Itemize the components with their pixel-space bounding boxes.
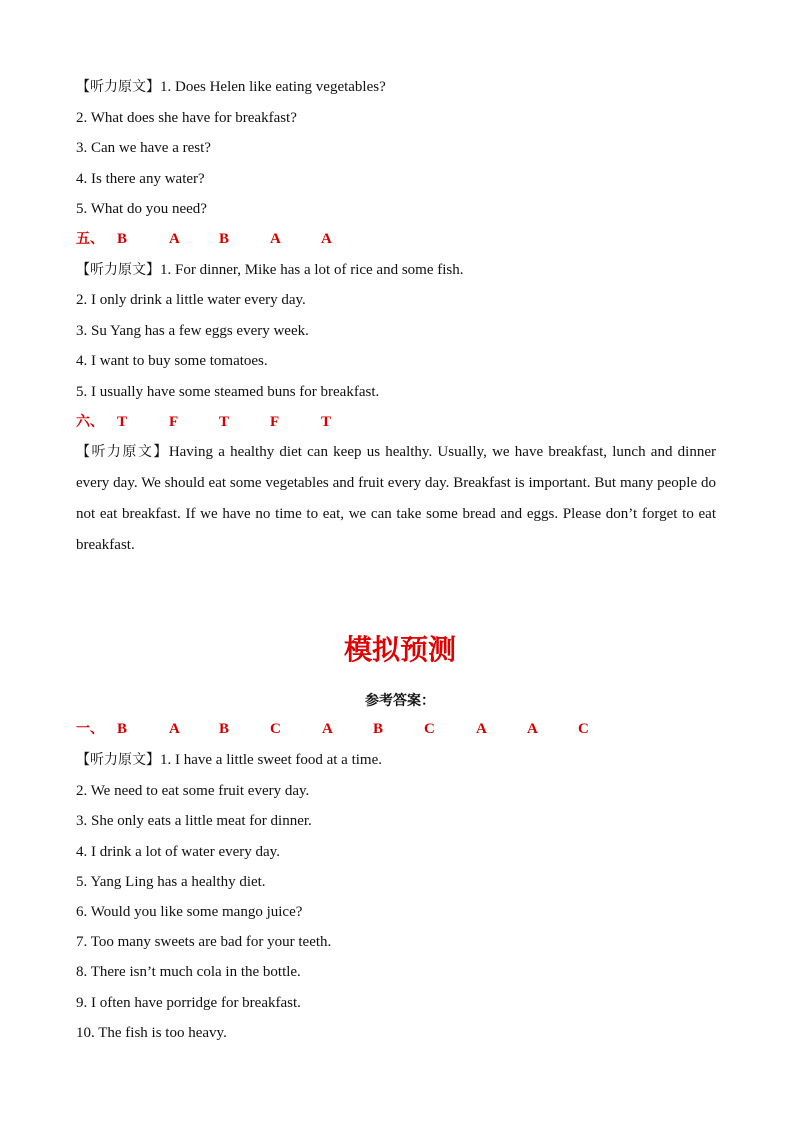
- paragraph-text: Having a healthy diet can keep us healthy. Usually, we have breakfast, lunch and dinner every day. We should eat some vegetables and fruit every day. Breakfast is important. But many people do not eat breakfast. If we have no time to eat, we can take some bread and eggs. Please don’t forget to eat breakfast.: [76, 444, 716, 553]
- listening-tag: 【听力原文】: [76, 752, 160, 768]
- listening-text-line: 2. What does she have for breakfast?: [76, 110, 297, 126]
- page-subtitle: 参考答案：: [365, 693, 435, 709]
- answer-option: A: [527, 721, 538, 737]
- answer-option: C: [270, 721, 281, 737]
- listening-text-line: 4. Is there any water?: [76, 171, 205, 187]
- listening-tag: 【听力原文】: [76, 262, 160, 278]
- listening-tag: 【听力原文】: [76, 79, 160, 95]
- answer-option: T: [219, 414, 230, 430]
- page-title: 模拟预测: [343, 633, 456, 666]
- listening-text-line: 4. I want to buy some tomatoes.: [76, 353, 268, 369]
- listening-text-line: 6. Would you like some mango juice?: [76, 904, 303, 920]
- listening-text-line: 9. I often have porridge for breakfast.: [76, 995, 301, 1011]
- listening-text-line: 7. Too many sweets are bad for your teeth.: [76, 934, 332, 950]
- answer-row-section1: [76, 719, 636, 739]
- answer-option: A: [321, 231, 332, 247]
- section-label: 五、: [76, 231, 104, 247]
- answer-option: A: [169, 721, 180, 737]
- listening-text-line: [76, 77, 386, 97]
- answer-row-section6: [76, 412, 376, 432]
- answer-row-section5: [76, 229, 376, 249]
- answer-option: A: [476, 721, 487, 737]
- line-text: 1. Does Helen like eating vegetables?: [160, 79, 386, 95]
- answer-option: A: [169, 231, 180, 247]
- answer-option: B: [219, 721, 230, 737]
- listening-text-line: 3. Su Yang has a few eggs every week.: [76, 323, 309, 339]
- answer-option: B: [373, 721, 384, 737]
- listening-text-line: 10. The fish is too heavy.: [76, 1025, 227, 1041]
- answer-option: B: [117, 231, 128, 247]
- listening-paragraph: [76, 437, 716, 561]
- answer-option: T: [321, 414, 332, 430]
- listening-tag: 【听力原文】: [76, 444, 169, 460]
- section-label: 一、: [76, 721, 104, 737]
- answer-option: F: [169, 414, 179, 430]
- listening-text-line: 2. I only drink a little water every day.: [76, 292, 306, 308]
- listening-text-line: 5. Yang Ling has a healthy diet.: [76, 874, 266, 890]
- answer-option: B: [219, 231, 230, 247]
- listening-text-line: 4. I drink a lot of water every day.: [76, 844, 280, 860]
- listening-text-line: 8. There isn’t much cola in the bottle.: [76, 964, 301, 980]
- listening-text-line: 3. Can we have a rest?: [76, 140, 211, 156]
- listening-text-line: [76, 260, 464, 280]
- listening-text-line: 5. What do you need?: [76, 201, 207, 217]
- answer-option: F: [270, 414, 280, 430]
- line-text: 1. I have a little sweet food at a time.: [160, 752, 383, 768]
- answer-option: T: [117, 414, 128, 430]
- section-label: 六、: [76, 414, 104, 430]
- listening-text-line: 2. We need to eat some fruit every day.: [76, 783, 310, 799]
- answer-option: A: [270, 231, 281, 247]
- answer-option: A: [322, 721, 333, 737]
- line-text: 1. For dinner, Mike has a lot of rice and some fish.: [160, 262, 464, 278]
- listening-text-line: [76, 750, 382, 770]
- answer-option: C: [424, 721, 435, 737]
- listening-text-line: 3. She only eats a little meat for dinner.: [76, 813, 312, 829]
- listening-text-line: 5. I usually have some steamed buns for breakfast.: [76, 384, 380, 400]
- answer-option: B: [117, 721, 128, 737]
- answer-option: C: [578, 721, 589, 737]
